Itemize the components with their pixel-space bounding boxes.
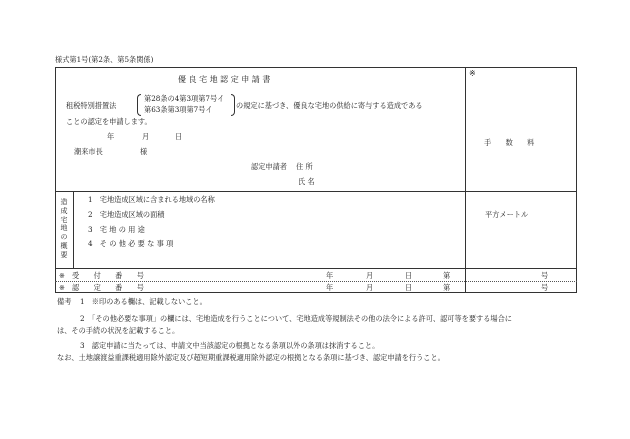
note-2-line-1: 2 「その他必要な事項」の欄には、宅地造成を行うことについて、宅地造成等規制法その他の法令による許可、認可等を要する場合に: [80, 314, 512, 323]
overview-label: 造成宅地の概要: [60, 198, 68, 259]
law-name: 租税特別措置法: [66, 101, 117, 110]
receipt-record-mark: ※: [59, 271, 66, 280]
law-option-2: 第63条第3項第7号イ: [144, 105, 213, 114]
approval-record-label: 認 定 番 号: [72, 283, 144, 292]
applicant-address-label: 住 所: [296, 162, 313, 171]
left-brace: [137, 94, 141, 116]
date-month: 月: [142, 132, 150, 141]
approval-record-mark: ※: [59, 283, 66, 292]
body-line-2: ことの認定を申請します。: [66, 117, 152, 126]
form-number: 様式第1号(第2条、第5条関係): [55, 55, 154, 64]
addressee-honorific: 様: [140, 147, 148, 156]
right-brace: [231, 94, 235, 116]
applicant-label: 認定申請者: [251, 162, 287, 171]
applicant-name-label: 氏 名: [298, 177, 315, 186]
approval-record-year: 年: [326, 283, 334, 292]
approval-record-dai: 第: [443, 283, 451, 292]
body-line-1: の規定に基づき、優良な宅地の供給に寄与する造成である: [236, 101, 423, 110]
overview-item-3: 3 宅 地 の 用 途: [88, 225, 145, 234]
approval-record-month: 月: [366, 283, 374, 292]
records-section-divider: [55, 268, 577, 269]
area-unit: 平方メートル: [485, 210, 529, 219]
receipt-record-month: 月: [366, 271, 374, 280]
addressee-name: 潮来市長: [74, 147, 103, 156]
date-day: 日: [175, 132, 183, 141]
note-4: なお、土地譲渡益重課税適用除外認定及び超短期重課税適用除外認定の根拠となる条項に基づき、認定申請を行うこと。: [57, 353, 445, 362]
approval-record-day: 日: [405, 283, 413, 292]
receipt-record-dai: 第: [443, 271, 451, 280]
records-dotted-divider: [55, 281, 577, 282]
note-2-line-2: は、その手続の状況を記載すること。: [57, 326, 180, 335]
receipt-mark: ※: [469, 69, 476, 78]
overview-section-divider: [55, 191, 577, 192]
overview-item-4: 4 そ の 他 必 要 な 事 項: [88, 239, 174, 248]
receipt-record-go: 号: [541, 271, 549, 280]
receipt-record-year: 年: [326, 271, 334, 280]
form-title: 優 良 宅 地 認 定 申 請 書: [178, 75, 271, 84]
note-1: 1 ※印のある欄は、記載しないこと。: [80, 297, 207, 306]
approval-record-go: 号: [541, 283, 549, 292]
fee-label: 手 数 料: [484, 138, 535, 147]
date-year: 年: [107, 132, 115, 141]
receipt-record-day: 日: [405, 271, 413, 280]
law-option-1: 第28条の4第3項第7号イ: [144, 94, 225, 103]
overview-item-2: 2 宅地造成区域の面積: [88, 210, 165, 219]
receipt-record-label: 受 付 番 号: [72, 271, 144, 280]
overview-label-divider: [73, 191, 74, 268]
note-3: 3 認定申請に当たっては、申請文中当該認定の根拠となる条項以外の条項は抹消すること。: [80, 341, 380, 350]
fee-column-divider: [465, 67, 466, 293]
overview-item-1: 1 宅地造成区域に含まれる地域の名称: [88, 195, 215, 204]
notes-heading: 備考: [57, 297, 72, 306]
